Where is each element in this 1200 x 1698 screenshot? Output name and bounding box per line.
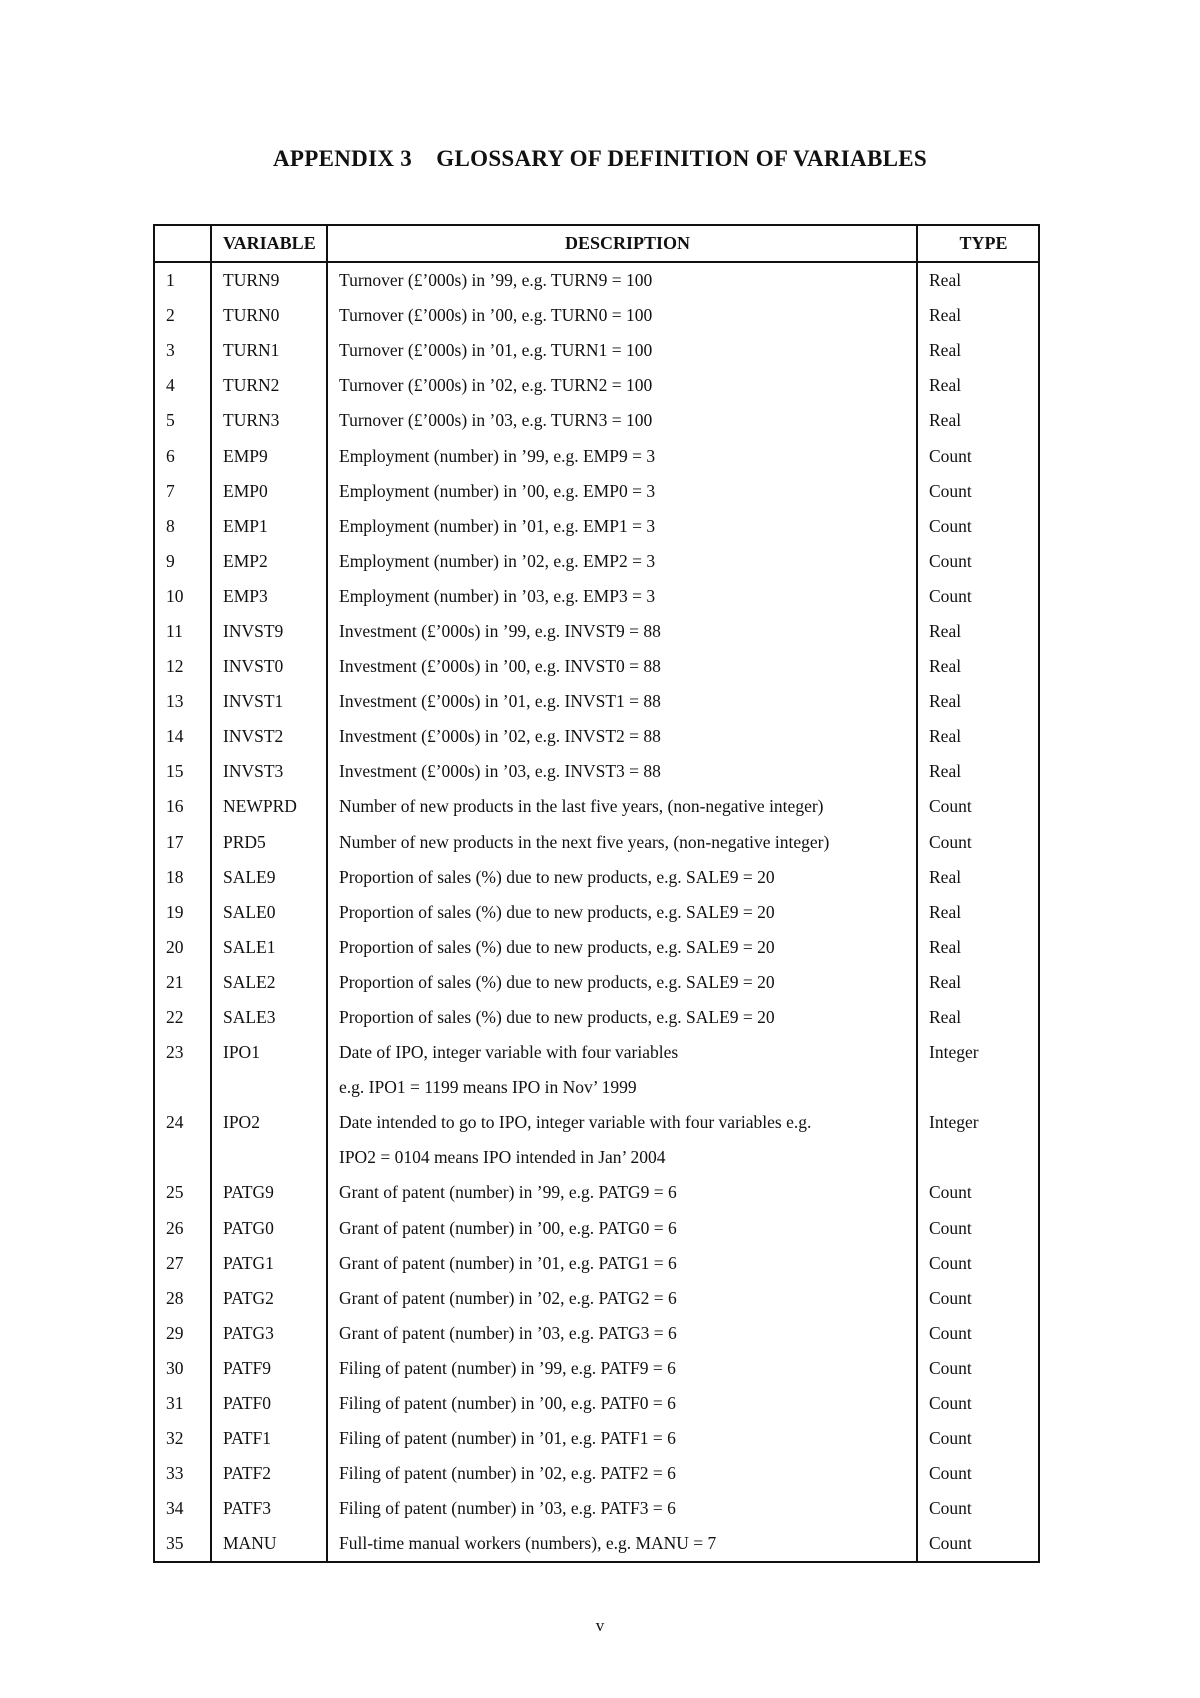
variable-name: PATG9 <box>211 1175 327 1210</box>
variable-name: TURN1 <box>211 333 327 368</box>
row-number: 32 <box>154 1421 211 1456</box>
variable-type: Real <box>917 754 1039 789</box>
variable-type: Count <box>917 1281 1039 1316</box>
header-number <box>154 225 211 262</box>
table-row <box>154 1281 1039 1316</box>
variable-description: Proportion of sales (%) due to new products, e.g. SALE9 = 20 <box>327 895 917 930</box>
table-row <box>154 684 1039 719</box>
row-number: 34 <box>154 1491 211 1526</box>
row-number: 26 <box>154 1211 211 1246</box>
variable-type: Real <box>917 649 1039 684</box>
variable-description: Grant of patent (number) in ’01, e.g. PATG1 = 6 <box>327 1246 917 1281</box>
variable-name <box>211 1070 327 1105</box>
variable-name: PATF9 <box>211 1351 327 1386</box>
variable-type: Count <box>917 789 1039 824</box>
variable-description: Filing of patent (number) in ’00, e.g. PATF0 = 6 <box>327 1386 917 1421</box>
row-number: 21 <box>154 965 211 1000</box>
variable-description: Proportion of sales (%) due to new products, e.g. SALE9 = 20 <box>327 930 917 965</box>
variable-name: NEWPRD <box>211 789 327 824</box>
table-row <box>154 1316 1039 1351</box>
header-type: TYPE <box>917 225 1039 262</box>
row-number: 31 <box>154 1386 211 1421</box>
variable-description: Turnover (£’000s) in ’03, e.g. TURN3 = 100 <box>327 403 917 438</box>
row-number: 15 <box>154 754 211 789</box>
row-number: 2 <box>154 298 211 333</box>
table-row <box>154 1175 1039 1210</box>
variable-name: TURN0 <box>211 298 327 333</box>
variable-type: Integer <box>917 1035 1039 1070</box>
variable-name: INVST2 <box>211 719 327 754</box>
table-row <box>154 333 1039 368</box>
variable-description: Date intended to go to IPO, integer variable with four variables e.g. <box>327 1105 917 1140</box>
variable-description: Filing of patent (number) in ’99, e.g. PATF9 = 6 <box>327 1351 917 1386</box>
variable-type: Real <box>917 965 1039 1000</box>
variable-description: Filing of patent (number) in ’02, e.g. PATF2 = 6 <box>327 1456 917 1491</box>
row-number: 13 <box>154 684 211 719</box>
row-number: 35 <box>154 1526 211 1562</box>
variable-name: PATG0 <box>211 1211 327 1246</box>
table-row <box>154 825 1039 860</box>
row-number: 10 <box>154 579 211 614</box>
variable-name: SALE2 <box>211 965 327 1000</box>
row-number: 23 <box>154 1035 211 1070</box>
variable-type: Real <box>917 298 1039 333</box>
variable-type: Real <box>917 333 1039 368</box>
variable-name <box>211 1140 327 1175</box>
table-row <box>154 649 1039 684</box>
variable-description: Turnover (£’000s) in ’01, e.g. TURN1 = 100 <box>327 333 917 368</box>
variable-description: Grant of patent (number) in ’02, e.g. PATG2 = 6 <box>327 1281 917 1316</box>
row-number: 7 <box>154 474 211 509</box>
variable-description: Investment (£’000s) in ’02, e.g. INVST2 = 88 <box>327 719 917 754</box>
variable-name: PRD5 <box>211 825 327 860</box>
variable-name: PATG1 <box>211 1246 327 1281</box>
variable-type: Count <box>917 1456 1039 1491</box>
variable-description: Turnover (£’000s) in ’02, e.g. TURN2 = 100 <box>327 368 917 403</box>
row-number: 22 <box>154 1000 211 1035</box>
variable-name: SALE3 <box>211 1000 327 1035</box>
variable-description: Investment (£’000s) in ’01, e.g. INVST1 = 88 <box>327 684 917 719</box>
variable-type: Count <box>917 509 1039 544</box>
table-row <box>154 1070 1039 1105</box>
variable-type: Count <box>917 1491 1039 1526</box>
variable-name: SALE1 <box>211 930 327 965</box>
row-number: 33 <box>154 1456 211 1491</box>
table-row <box>154 930 1039 965</box>
row-number: 30 <box>154 1351 211 1386</box>
variable-type: Real <box>917 403 1039 438</box>
header-variable: VARIABLE <box>211 225 327 262</box>
variable-description: Filing of patent (number) in ’01, e.g. PATF1 = 6 <box>327 1421 917 1456</box>
row-number <box>154 1140 211 1175</box>
row-number: 8 <box>154 509 211 544</box>
table-row <box>154 368 1039 403</box>
row-number: 19 <box>154 895 211 930</box>
variable-name: EMP1 <box>211 509 327 544</box>
row-number: 29 <box>154 1316 211 1351</box>
variable-type: Count <box>917 1421 1039 1456</box>
variable-description: Number of new products in the next five years, (non-negative integer) <box>327 825 917 860</box>
page-number: v <box>595 1616 605 1635</box>
table-row <box>154 438 1039 473</box>
variable-type: Count <box>917 1526 1039 1562</box>
variable-name: EMP9 <box>211 438 327 473</box>
variable-description: Proportion of sales (%) due to new products, e.g. SALE9 = 20 <box>327 1000 917 1035</box>
table-row <box>154 789 1039 824</box>
variable-type: Real <box>917 930 1039 965</box>
table-row <box>154 1035 1039 1070</box>
row-number: 17 <box>154 825 211 860</box>
variable-description: e.g. IPO1 = 1199 means IPO in Nov’ 1999 <box>327 1070 917 1105</box>
variable-description: Employment (number) in ’03, e.g. EMP3 = 3 <box>327 579 917 614</box>
variable-name: SALE9 <box>211 860 327 895</box>
variable-name: INVST3 <box>211 754 327 789</box>
variable-type: Count <box>917 544 1039 579</box>
variable-description: Proportion of sales (%) due to new products, e.g. SALE9 = 20 <box>327 965 917 1000</box>
variable-type <box>917 1140 1039 1175</box>
table-row <box>154 614 1039 649</box>
row-number: 1 <box>154 262 211 298</box>
variable-description: Proportion of sales (%) due to new products, e.g. SALE9 = 20 <box>327 860 917 895</box>
table-row <box>154 1211 1039 1246</box>
variable-description: Investment (£’000s) in ’03, e.g. INVST3 = 88 <box>327 754 917 789</box>
variable-name: TURN3 <box>211 403 327 438</box>
glossary-table <box>153 224 1040 1563</box>
variable-name: PATF0 <box>211 1386 327 1421</box>
variable-type: Count <box>917 1386 1039 1421</box>
variable-description: IPO2 = 0104 means IPO intended in Jan’ 2004 <box>327 1140 917 1175</box>
variable-name: INVST9 <box>211 614 327 649</box>
variable-name: MANU <box>211 1526 327 1562</box>
row-number: 28 <box>154 1281 211 1316</box>
variable-type: Real <box>917 262 1039 298</box>
variable-description: Investment (£’000s) in ’00, e.g. INVST0 = 88 <box>327 649 917 684</box>
variable-name: SALE0 <box>211 895 327 930</box>
variable-description: Grant of patent (number) in ’03, e.g. PATG3 = 6 <box>327 1316 917 1351</box>
variable-description: Number of new products in the last five years, (non-negative integer) <box>327 789 917 824</box>
table-row <box>154 1105 1039 1140</box>
variable-type: Count <box>917 1246 1039 1281</box>
variable-name: INVST0 <box>211 649 327 684</box>
variable-description: Employment (number) in ’99, e.g. EMP9 = 3 <box>327 438 917 473</box>
table-row <box>154 1386 1039 1421</box>
variable-description: Turnover (£’000s) in ’99, e.g. TURN9 = 100 <box>327 262 917 298</box>
row-number: 14 <box>154 719 211 754</box>
row-number: 11 <box>154 614 211 649</box>
variable-type: Real <box>917 368 1039 403</box>
table-row <box>154 1456 1039 1491</box>
variable-description: Employment (number) in ’00, e.g. EMP0 = 3 <box>327 474 917 509</box>
table-row <box>154 579 1039 614</box>
variable-name: IPO2 <box>211 1105 327 1140</box>
variable-description: Investment (£’000s) in ’99, e.g. INVST9 = 88 <box>327 614 917 649</box>
row-number: 16 <box>154 789 211 824</box>
table-row <box>154 509 1039 544</box>
variable-type: Count <box>917 438 1039 473</box>
variable-type: Integer <box>917 1105 1039 1140</box>
variable-name: EMP3 <box>211 579 327 614</box>
variable-name: PATF1 <box>211 1421 327 1456</box>
table-row <box>154 860 1039 895</box>
variable-description: Grant of patent (number) in ’99, e.g. PATG9 = 6 <box>327 1175 917 1210</box>
variable-name: TURN9 <box>211 262 327 298</box>
row-number: 3 <box>154 333 211 368</box>
table-row <box>154 1351 1039 1386</box>
variable-name: IPO1 <box>211 1035 327 1070</box>
table-row <box>154 403 1039 438</box>
variable-description: Date of IPO, integer variable with four variables <box>327 1035 917 1070</box>
variable-type: Real <box>917 614 1039 649</box>
table-row <box>154 1421 1039 1456</box>
table-row <box>154 262 1039 298</box>
variable-type: Count <box>917 1316 1039 1351</box>
variable-description: Employment (number) in ’01, e.g. EMP1 = 3 <box>327 509 917 544</box>
variable-name: PATG3 <box>211 1316 327 1351</box>
variable-description: Full-time manual workers (numbers), e.g. MANU = 7 <box>327 1526 917 1562</box>
table-row <box>154 895 1039 930</box>
variable-name: PATF3 <box>211 1491 327 1526</box>
variable-type: Real <box>917 895 1039 930</box>
variable-name: EMP2 <box>211 544 327 579</box>
variable-description: Grant of patent (number) in ’00, e.g. PATG0 = 6 <box>327 1211 917 1246</box>
variable-type: Count <box>917 1211 1039 1246</box>
row-number: 4 <box>154 368 211 403</box>
row-number: 27 <box>154 1246 211 1281</box>
variable-type: Count <box>917 579 1039 614</box>
variable-type: Count <box>917 825 1039 860</box>
table-row <box>154 754 1039 789</box>
variable-description: Employment (number) in ’02, e.g. EMP2 = 3 <box>327 544 917 579</box>
row-number: 25 <box>154 1175 211 1210</box>
row-number: 5 <box>154 403 211 438</box>
variable-type: Real <box>917 1000 1039 1035</box>
row-number: 6 <box>154 438 211 473</box>
variable-name: TURN2 <box>211 368 327 403</box>
variable-type: Count <box>917 1351 1039 1386</box>
row-number: 18 <box>154 860 211 895</box>
variable-type <box>917 1070 1039 1105</box>
row-number: 20 <box>154 930 211 965</box>
variable-type: Count <box>917 474 1039 509</box>
variable-type: Real <box>917 860 1039 895</box>
variable-name: EMP0 <box>211 474 327 509</box>
table-header-row <box>154 225 1039 262</box>
table-row <box>154 1000 1039 1035</box>
table-row <box>154 1246 1039 1281</box>
variable-type: Real <box>917 684 1039 719</box>
table-row <box>154 965 1039 1000</box>
row-number: 12 <box>154 649 211 684</box>
header-description: DESCRIPTION <box>327 225 917 262</box>
row-number: 9 <box>154 544 211 579</box>
row-number <box>154 1070 211 1105</box>
page-title: APPENDIX 3 GLOSSARY OF DEFINITION OF VARIABLES <box>273 146 927 171</box>
table-row <box>154 1140 1039 1175</box>
table-body <box>154 262 1039 1562</box>
table-row <box>154 474 1039 509</box>
variable-type: Count <box>917 1175 1039 1210</box>
row-number: 24 <box>154 1105 211 1140</box>
variable-name: PATF2 <box>211 1456 327 1491</box>
table-row <box>154 298 1039 333</box>
table-row <box>154 1491 1039 1526</box>
table-row <box>154 1526 1039 1562</box>
variable-type: Real <box>917 719 1039 754</box>
table-row <box>154 544 1039 579</box>
variable-description: Turnover (£’000s) in ’00, e.g. TURN0 = 100 <box>327 298 917 333</box>
variable-description: Filing of patent (number) in ’03, e.g. PATF3 = 6 <box>327 1491 917 1526</box>
variable-name: INVST1 <box>211 684 327 719</box>
table-row <box>154 719 1039 754</box>
variable-name: PATG2 <box>211 1281 327 1316</box>
